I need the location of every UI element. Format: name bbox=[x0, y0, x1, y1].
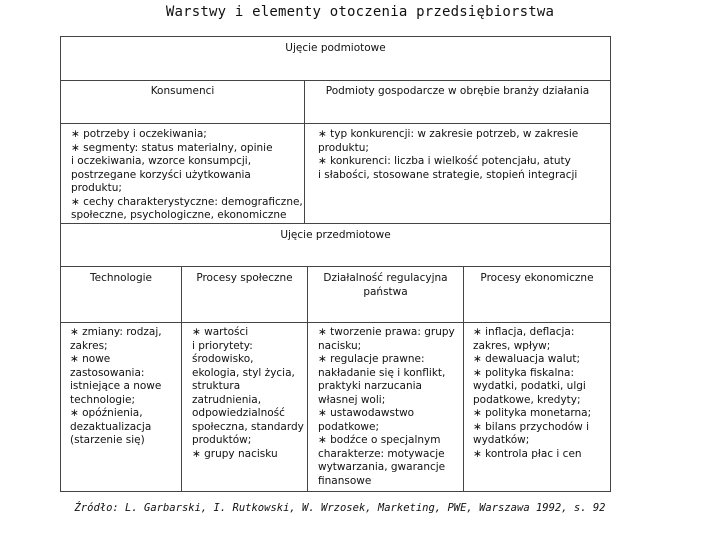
divider bbox=[463, 266, 464, 491]
social-processes-header: Procesy społeczne bbox=[196, 272, 293, 284]
divider bbox=[61, 266, 610, 267]
divider bbox=[61, 123, 610, 124]
divider bbox=[61, 80, 610, 81]
businesses-body: ∗ typ konkurencji: w zakresie potrzeb, w zakresie produktu; ∗ konkurenci: liczba i wielkość potencjału, atuty i słabości, stosowane strategie, stopień integracji bbox=[318, 128, 579, 181]
economic-processes-body: ∗ inflacja, deflacja: zakres, wpływ; ∗ dewaluacja walut; ∗ polityka fiskalna: wydatki, podatki, ulgi podatkowe, kredyty; ∗ polityka monetarna; ∗ bilans przychodów i wydatków; ∗ kontrola płac i cen bbox=[473, 326, 592, 460]
economic-processes-header: Procesy ekonomiczne bbox=[480, 272, 594, 284]
consumers-header: Konsumenci bbox=[150, 85, 215, 97]
state-regulation-header: Działalność regulacyjna państwa bbox=[323, 272, 448, 298]
page-title: Warstwy i elementy otoczenia przedsiębiorstwa bbox=[165, 4, 555, 20]
social-processes-body: ∗ wartości i priorytety: środowisko, ekologia, styl życia, struktura zatrudnienia, odpowiedzialność społeczna, standardy produktów; ∗ grupy nacisku bbox=[192, 326, 304, 460]
divider bbox=[61, 223, 610, 224]
technology-body: ∗ zmiany: rodzaj, zakres; ∗ nowe zastosowania: istniejące a nowe technologie; ∗ opóźnienia, dezaktualizacja (starzenie się) bbox=[70, 326, 162, 446]
objective-header: Ujęcie przedmiotowe bbox=[280, 229, 391, 241]
divider bbox=[61, 322, 610, 323]
divider bbox=[304, 80, 305, 223]
divider bbox=[307, 266, 308, 491]
technology-header: Technologie bbox=[90, 272, 152, 284]
divider bbox=[181, 266, 182, 491]
businesses-header: Podmioty gospodarcze w obrębie branży działania bbox=[325, 85, 590, 97]
environment-table bbox=[60, 36, 611, 492]
subjective-header: Ujęcie podmiotowe bbox=[285, 42, 386, 54]
state-regulation-body: ∗ tworzenie prawa: grupy nacisku; ∗ regulacje prawne: nakładanie się i konflikt, praktyki narzucania własnej woli; ∗ ustawodawstwo podatkowe; ∗ bodźce o specjalnym charakterze: motywacje wytwarzania, gwarancje finansowe bbox=[318, 326, 455, 487]
source-citation: Źródło: L. Garbarski, I. Rutkowski, W. Wrzosek, Marketing, PWE, Warszawa 1992, s. 92 bbox=[74, 502, 606, 514]
consumers-body: ∗ potrzeby i oczekiwania; ∗ segmenty: status materialny, opinie i oczekiwania, wzorce konsumpcji, postrzegane korzyści użytkowania produktu; ∗ cechy charakterystyczne: demograficzne, społeczne, psychologiczne, ekonomiczne bbox=[71, 128, 303, 221]
